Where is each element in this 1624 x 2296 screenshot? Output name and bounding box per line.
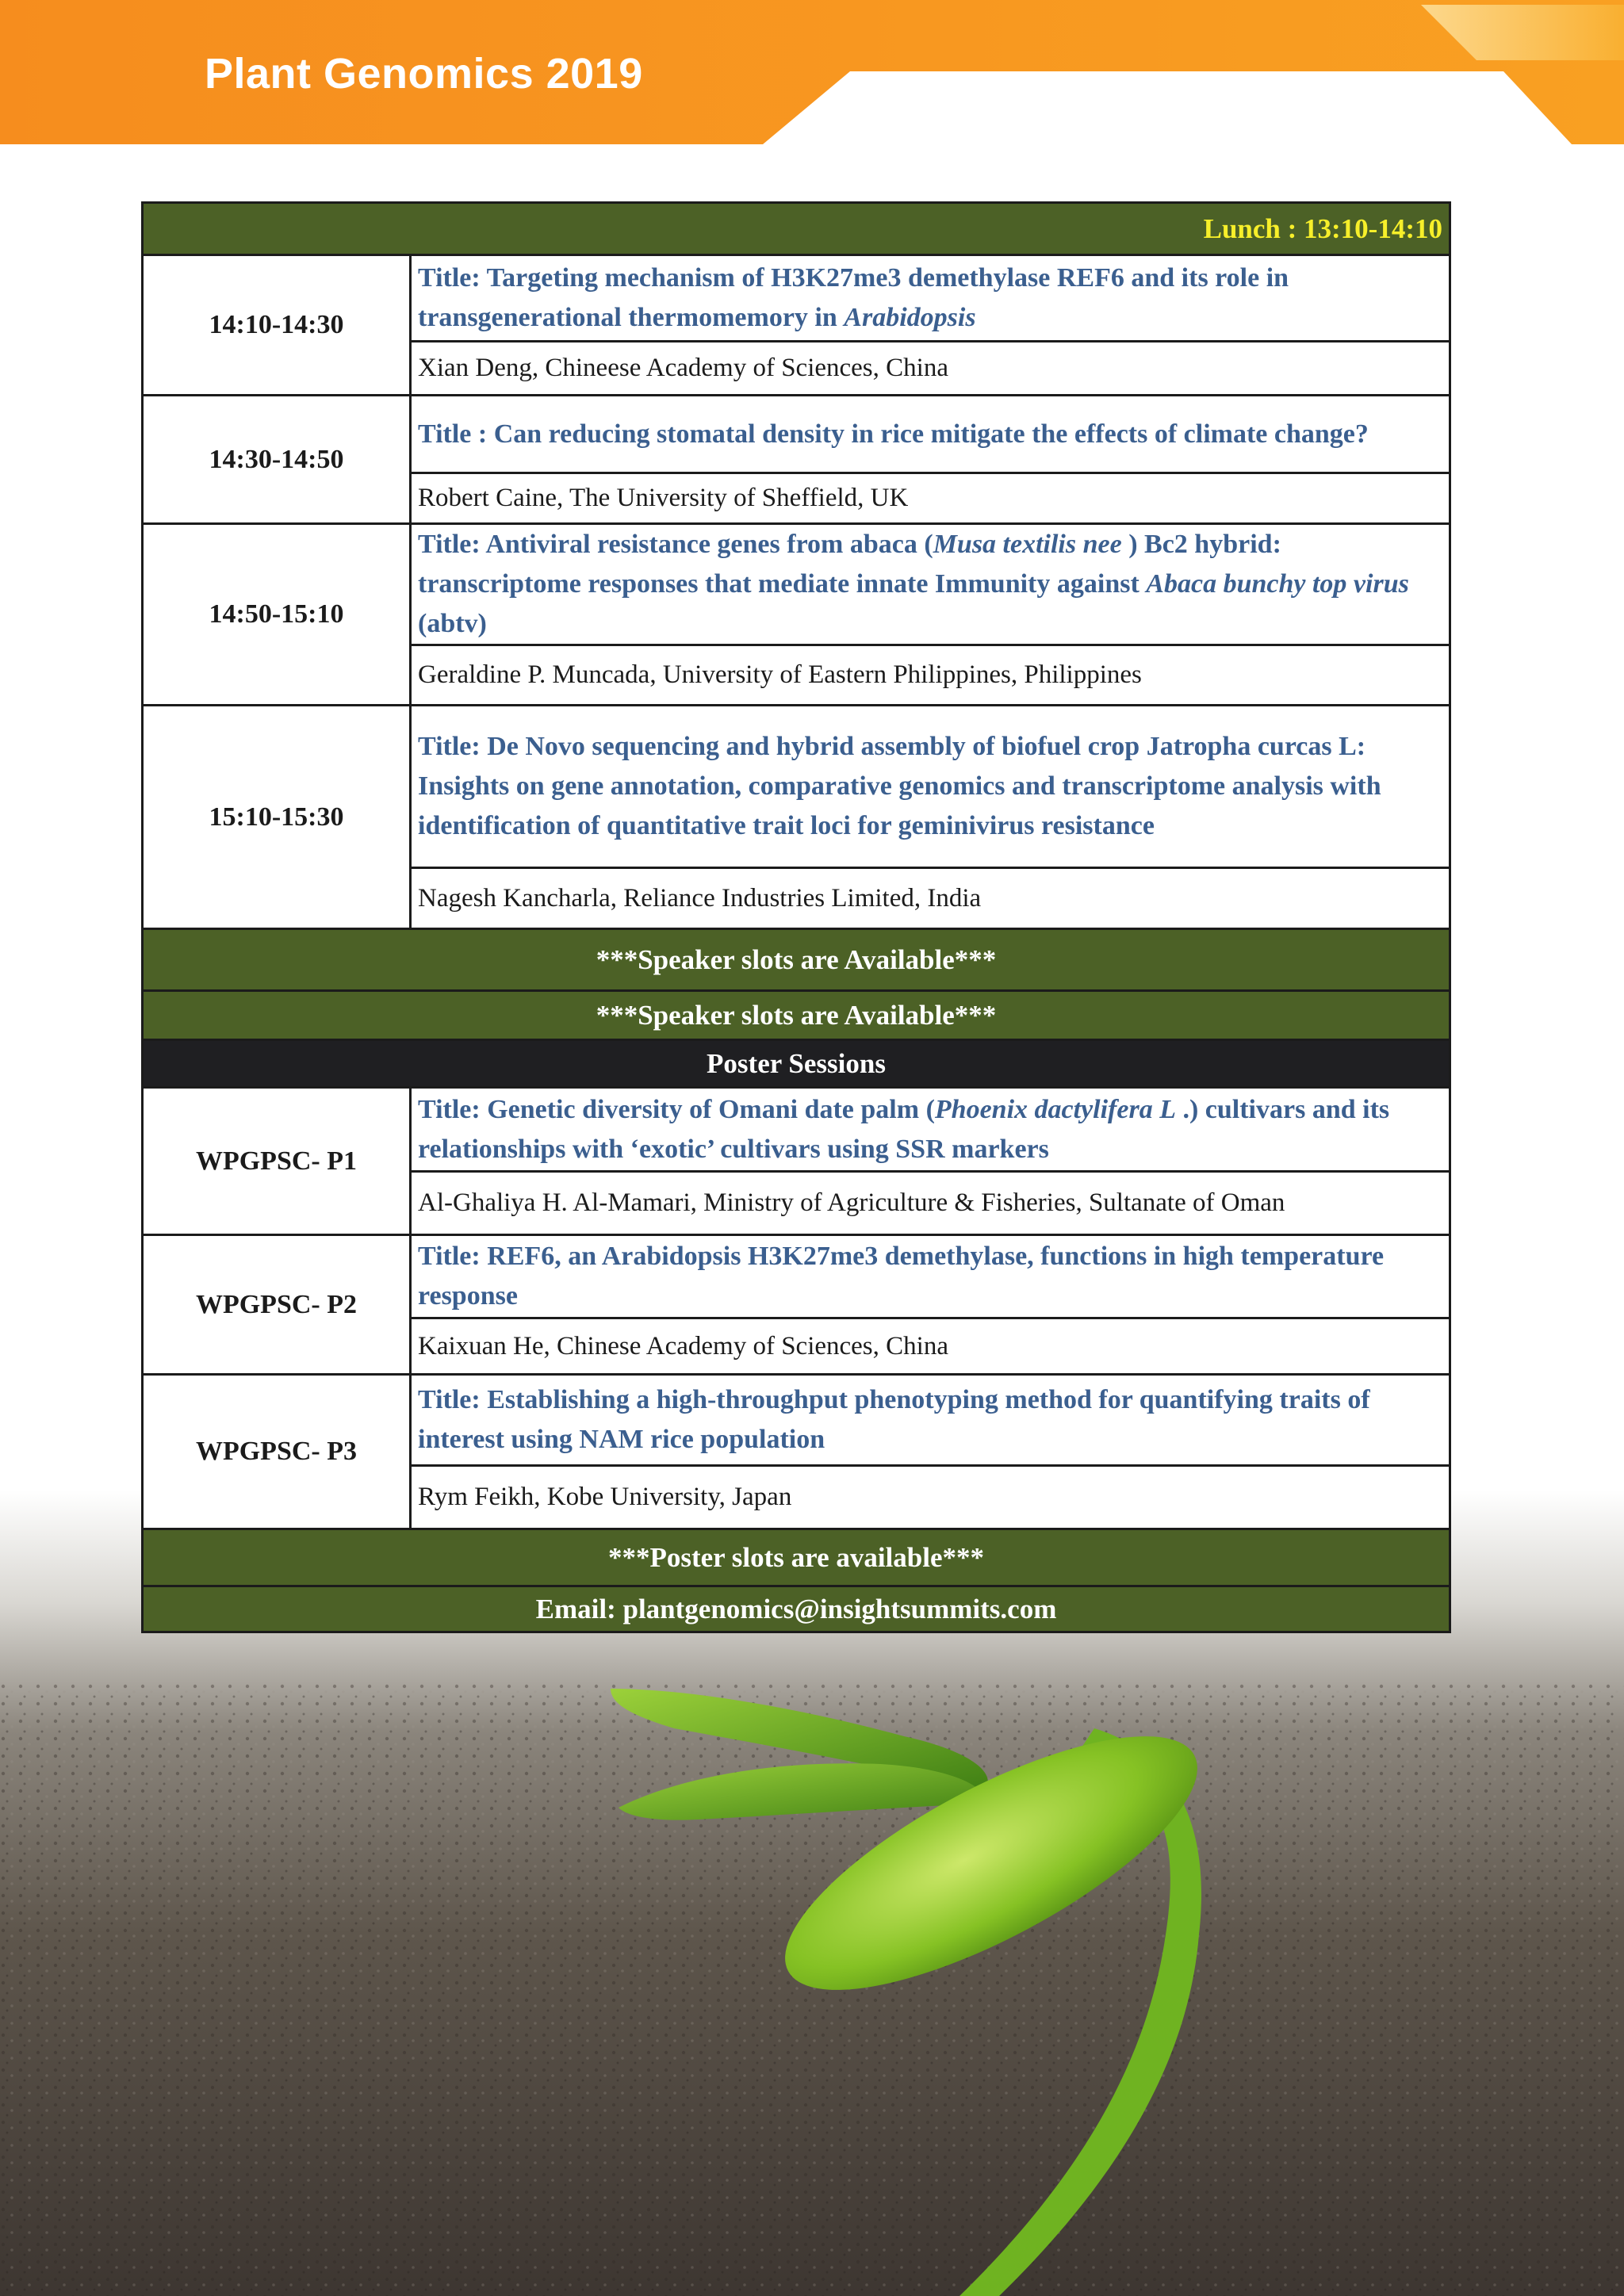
lunch-row <box>143 203 1450 255</box>
title-text: ) Bc2 hybrid: transcriptome responses that mediate innate Immunity against <box>418 530 1281 599</box>
email-banner: Email: plantgenomics@insightsummits.com <box>143 1586 1450 1632</box>
species-name: Arabidopsis <box>844 303 976 332</box>
speaker-slots-banner: ***Speaker slots are Available*** <box>143 991 1450 1040</box>
table-row <box>143 1529 1450 1586</box>
speaker-name: Nagesh Kancharla, Reliance Industries Limited, India <box>411 868 1450 929</box>
table-row <box>143 929 1450 991</box>
page-title: Plant Genomics 2019 <box>205 50 643 98</box>
lunch-banner: Lunch : 13:10-14:10 <box>143 203 1450 255</box>
poster-title <box>411 1375 1450 1466</box>
time-slot: 14:30-14:50 <box>143 396 411 524</box>
species-name: Abaca bunchy top virus <box>1146 569 1409 599</box>
title-text: Title: Genetic diversity of Omani date palm ( <box>418 1094 935 1124</box>
species-name: Phoenix dactylifera L <box>934 1094 1176 1124</box>
poster-title <box>411 1235 1450 1318</box>
poster-slots-banner: ***Poster slots are available*** <box>143 1529 1450 1586</box>
title-text: Title: Antiviral resistance genes from abaca ( <box>418 530 933 559</box>
table-row <box>143 1088 1450 1172</box>
table-row <box>143 991 1450 1040</box>
title-text: Title: De Novo sequencing and hybrid assembly of biofuel crop Jatropha curcas L: Insights on gene annotation, comparative genomics and transcriptome analysis with identification of quantitative trait loci for geminivirus resistance <box>418 732 1381 840</box>
speaker-name: Geraldine P. Muncada, University of Eastern Philippines, Philippines <box>411 645 1450 706</box>
title-text: (abtv) <box>418 609 487 638</box>
time-slot: 14:50-15:10 <box>143 524 411 706</box>
table-row <box>143 706 1450 868</box>
table-row <box>143 1235 1450 1318</box>
table-row <box>143 524 1450 645</box>
table-row <box>143 1040 1450 1088</box>
speaker-name: Al-Ghaliya H. Al-Mamari, Ministry of Agriculture & Fisheries, Sultanate of Oman <box>411 1172 1450 1235</box>
poster-id: WPGPSC- P2 <box>143 1235 411 1375</box>
poster-sessions-heading: Poster Sessions <box>143 1040 1450 1088</box>
poster-id: WPGPSC- P1 <box>143 1088 411 1235</box>
title-text: Title: Establishing a high-throughput phenotyping method for quantifying traits of interest using NAM rice population <box>418 1385 1370 1454</box>
talk-title <box>411 396 1450 473</box>
poster-id: WPGPSC- P3 <box>143 1375 411 1529</box>
talk-title <box>411 524 1450 645</box>
title-text: Title: REF6, an Arabidopsis H3K27me3 demethylase, functions in high temperature response <box>418 1242 1385 1311</box>
speaker-name: Rym Feikh, Kobe University, Japan <box>411 1466 1450 1529</box>
schedule-table <box>141 201 1451 1633</box>
title-text: Title: Targeting mechanism of H3K27me3 demethylase REF6 and its role in transgenerational thermomemory in <box>418 263 1289 332</box>
speaker-name: Xian Deng, Chineese Academy of Sciences, China <box>411 342 1450 396</box>
speaker-name: Robert Caine, The University of Sheffield, UK <box>411 473 1450 524</box>
table-row <box>143 396 1450 473</box>
title-text: .) cultivars and its relationships with ‘exotic’ cultivars using SSR markers <box>418 1094 1390 1164</box>
title-text: Title : Can reducing stomatal density in rice mitigate the effects of climate change? <box>418 419 1369 449</box>
talk-title <box>411 255 1450 342</box>
poster-title <box>411 1088 1450 1172</box>
table-row <box>143 1375 1450 1466</box>
speaker-slots-banner: ***Speaker slots are Available*** <box>143 929 1450 991</box>
species-name: Musa textilis nee <box>933 530 1122 559</box>
talk-title <box>411 706 1450 868</box>
time-slot: 15:10-15:30 <box>143 706 411 929</box>
table-row <box>143 255 1450 342</box>
time-slot: 14:10-14:30 <box>143 255 411 396</box>
speaker-name: Kaixuan He, Chinese Academy of Sciences, China <box>411 1318 1450 1375</box>
table-row <box>143 1586 1450 1632</box>
header-band <box>0 0 1624 159</box>
